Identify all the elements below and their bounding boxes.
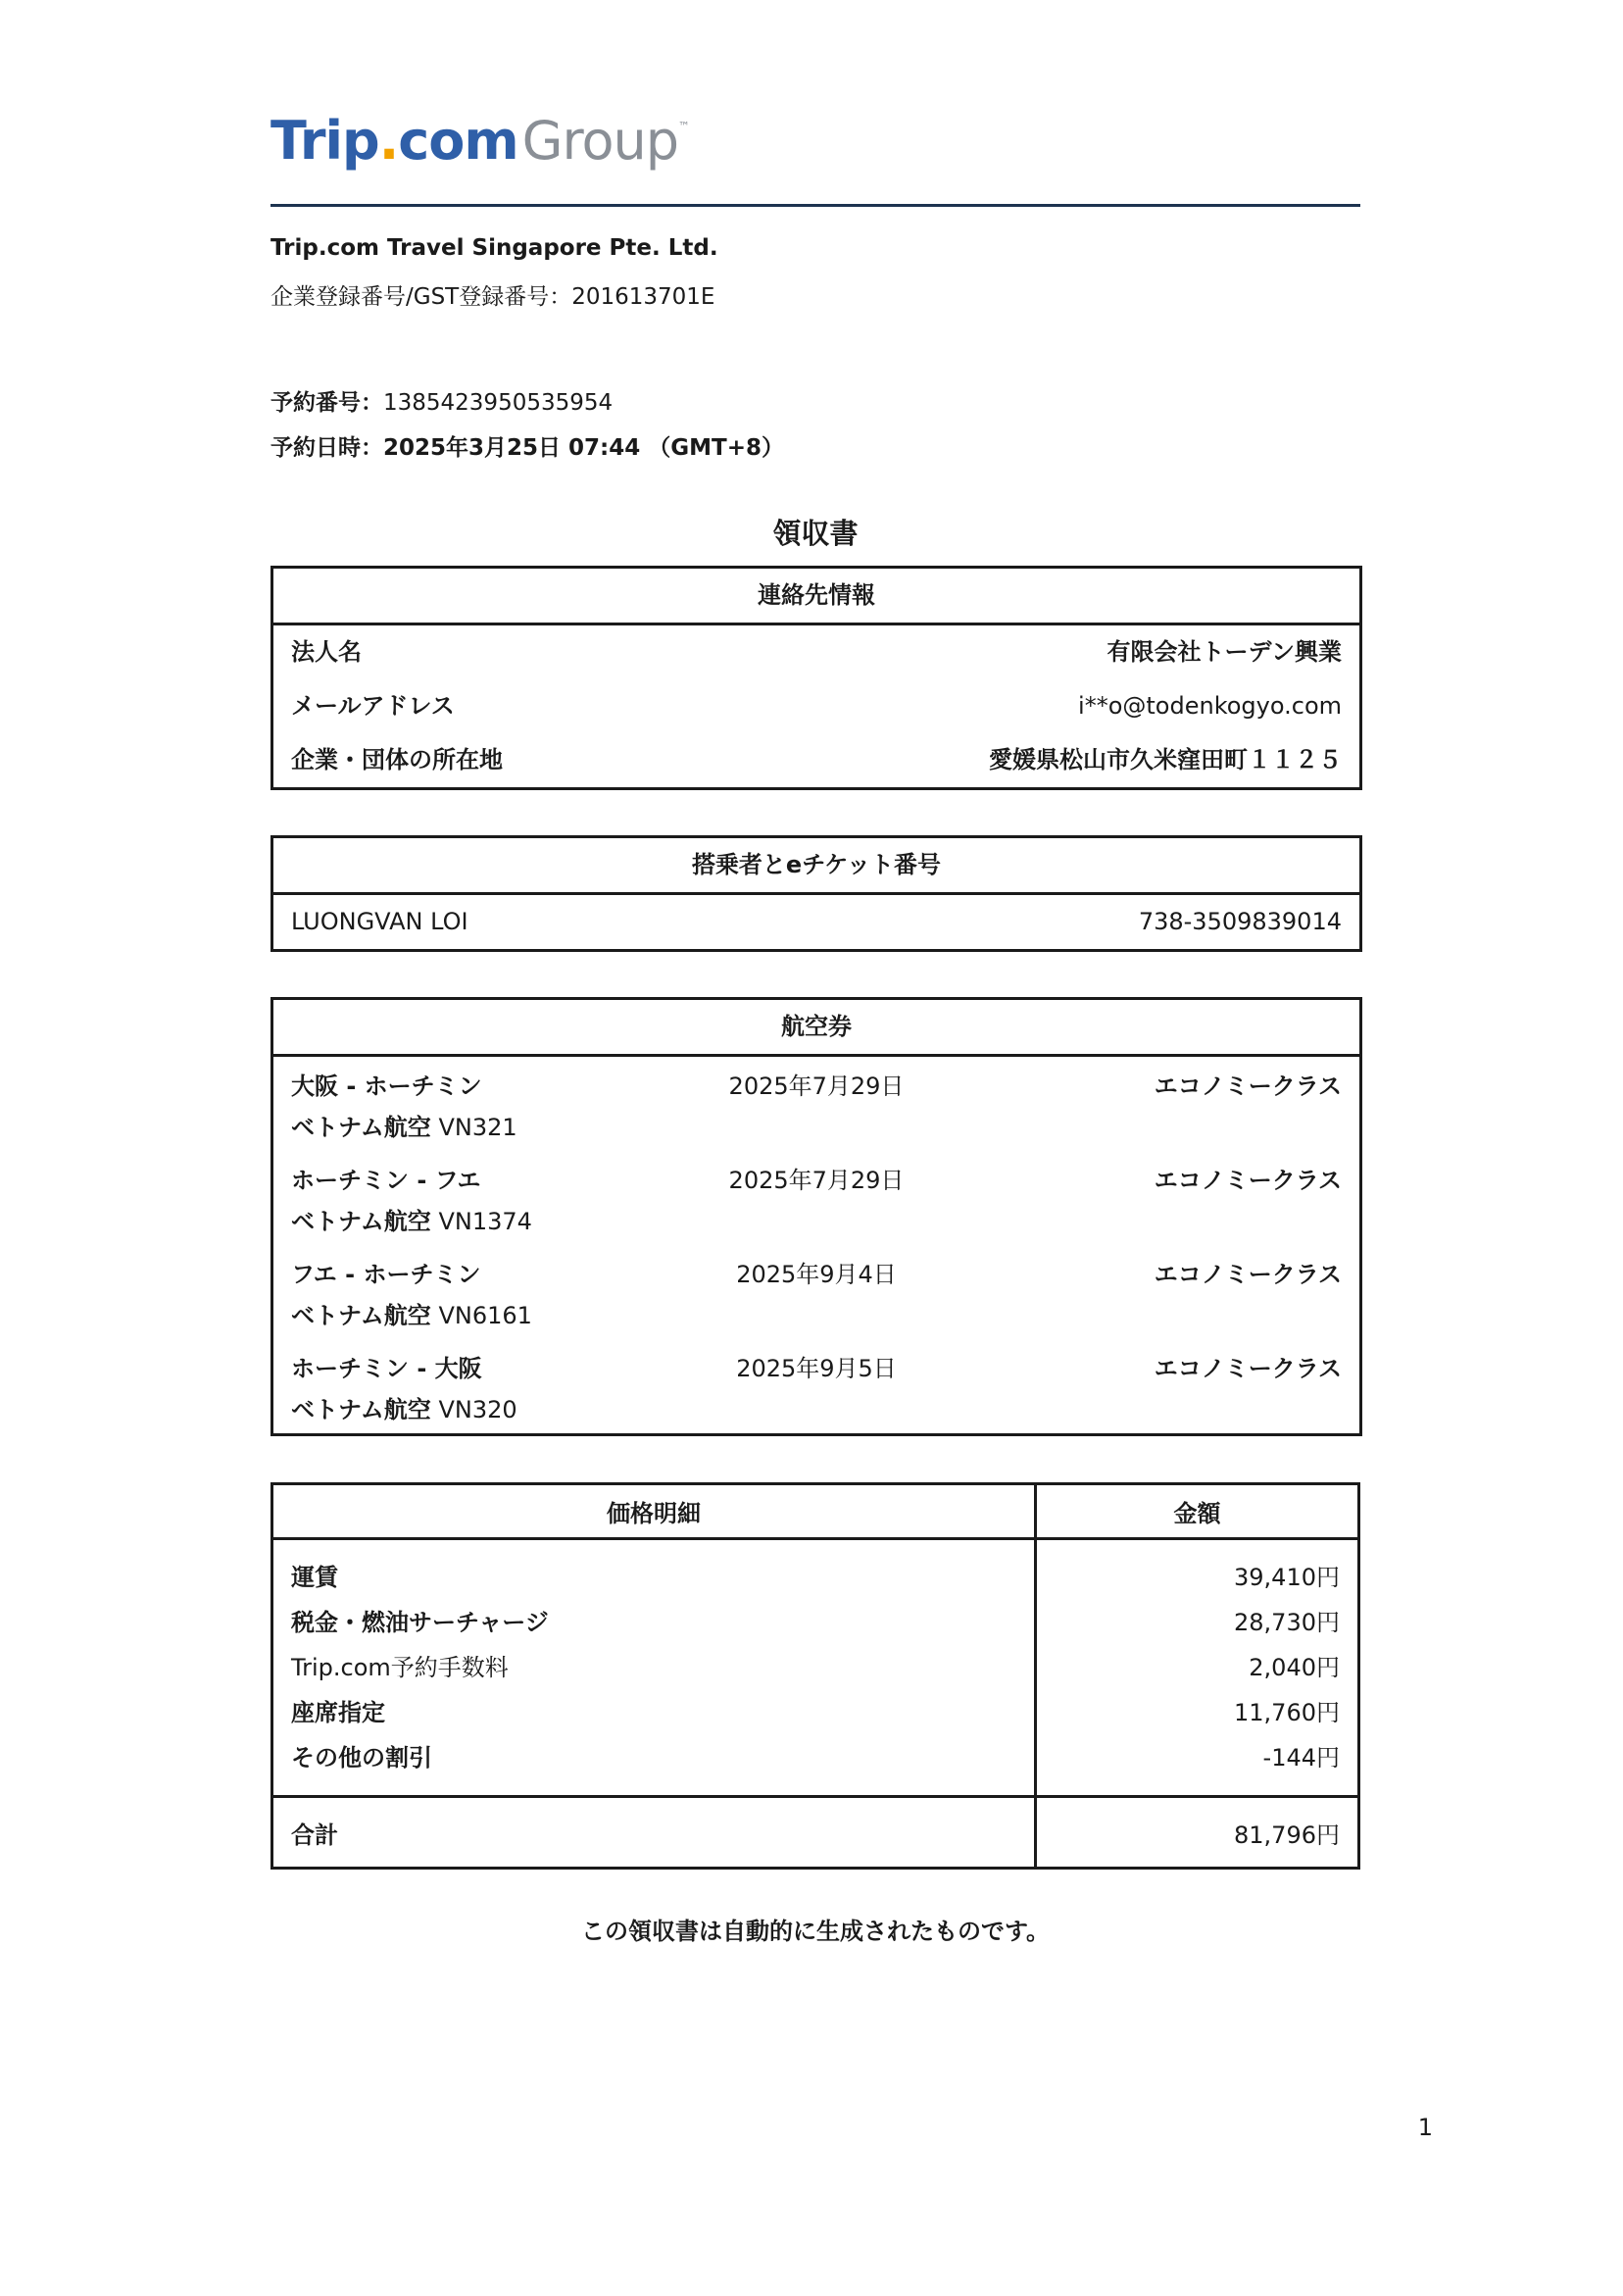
booking-datetime (270, 429, 784, 462)
booking-datetime-value: 2025年3月25日 07:44 （GMT+8） (383, 435, 784, 461)
flight-number: VN1374 (438, 1208, 532, 1235)
passenger-row (273, 895, 1359, 949)
price-item-amount: 11,760円 (1234, 1699, 1340, 1726)
contact-value: i**o@todenkogyo.com (1078, 692, 1342, 720)
price-item-label: Trip.com予約手数料 (291, 1654, 509, 1681)
logo-tm: ™ (678, 120, 690, 133)
flight-number: VN321 (438, 1114, 517, 1141)
airline-name: ベトナム航空 (291, 1396, 431, 1423)
flight-route: フエ - ホーチミン (291, 1261, 481, 1288)
price-item-label: 税金・燃油サーチャージ (291, 1609, 549, 1636)
flight-airline (291, 1390, 517, 1424)
contact-row (273, 679, 1359, 733)
contact-label: 法人名 (291, 638, 362, 666)
flight-number: VN6161 (438, 1302, 532, 1329)
flight-class: エコノミークラス (1154, 1167, 1342, 1194)
contact-row (273, 625, 1359, 679)
registration-value: 201613701E (571, 284, 715, 310)
flight-airline (291, 1296, 532, 1330)
auto-generated-note: この領収書は自動的に生成されたものです。 (580, 1918, 1051, 1945)
price-item-amount: 2,040円 (1249, 1654, 1340, 1681)
eticket-number: 738-3509839014 (1138, 908, 1342, 935)
company-registration (270, 278, 714, 311)
price-header-row (272, 1484, 1359, 1539)
flight-date: 2025年7月29日 (728, 1073, 905, 1100)
flight-date: 2025年7月29日 (728, 1167, 905, 1194)
total-label: 合計 (272, 1797, 1036, 1869)
logo-group: Group (521, 110, 679, 172)
flight-number: VN320 (438, 1396, 517, 1423)
price-amount-header: 金額 (1036, 1484, 1359, 1539)
price-amounts-cell (1036, 1539, 1359, 1797)
flight-route: 大阪 - ホーチミン (291, 1073, 482, 1100)
flight-date: 2025年9月5日 (736, 1355, 897, 1382)
price-labels-cell (272, 1539, 1036, 1797)
booking-number-value: 1385423950535954 (383, 390, 614, 416)
price-item-label: 運賃 (291, 1564, 338, 1591)
company-name: Trip.com Travel Singapore Pte. Ltd. (270, 235, 718, 261)
price-item-amount: 28,730円 (1234, 1609, 1340, 1636)
contact-row (273, 733, 1359, 787)
flight-segment (273, 1057, 1359, 1151)
price-item-label: 座席指定 (291, 1699, 385, 1726)
passenger-header: 搭乗者とeチケット番号 (273, 838, 1359, 895)
airline-name: ベトナム航空 (291, 1208, 431, 1235)
flights-box (270, 997, 1362, 1436)
flight-segment (273, 1339, 1359, 1433)
passenger-name: LUONGVAN LOI (291, 908, 468, 935)
flight-segment (273, 1245, 1359, 1339)
page-number: 1 (1417, 2114, 1433, 2141)
flight-class: エコノミークラス (1154, 1355, 1342, 1382)
contact-value: 有限会社トーデン興業 (1107, 638, 1342, 666)
booking-number (270, 384, 613, 417)
logo-com: com (398, 110, 518, 172)
registration-label: 企業登録番号/GST登録番号： (270, 284, 572, 310)
flight-airline (291, 1202, 532, 1236)
price-items-row (272, 1539, 1359, 1797)
logo-dot: . (378, 110, 399, 172)
contact-label: メールアドレス (291, 692, 455, 720)
price-detail-header: 価格明細 (272, 1484, 1036, 1539)
price-item-amount: 39,410円 (1234, 1564, 1340, 1591)
trip-com-group-logo (270, 110, 689, 172)
booking-datetime-label: 予約日時： (270, 435, 383, 461)
flight-airline (291, 1108, 517, 1142)
contact-info-header: 連絡先情報 (273, 569, 1359, 625)
flight-route: ホーチミン - フエ (291, 1167, 481, 1194)
contact-label: 企業・団体の所在地 (291, 746, 503, 774)
logo-trip: Trip (270, 110, 379, 172)
price-total-row (272, 1797, 1359, 1869)
booking-number-label: 予約番号： (270, 390, 383, 416)
flight-route: ホーチミン - 大阪 (291, 1355, 482, 1382)
total-amount: 81,796円 (1036, 1797, 1359, 1869)
price-item-label: その他の割引 (291, 1744, 432, 1772)
passenger-box (270, 835, 1362, 952)
airline-name: ベトナム航空 (291, 1302, 431, 1329)
price-table (270, 1482, 1360, 1870)
contact-info-box (270, 566, 1362, 790)
contact-value: 愛媛県松山市久米窪田町１１２５ (989, 746, 1342, 774)
airline-name: ベトナム航空 (291, 1114, 431, 1141)
flight-segment (273, 1151, 1359, 1245)
flight-date: 2025年9月4日 (736, 1261, 897, 1288)
price-item-amount: -144円 (1262, 1744, 1340, 1772)
header-divider (270, 204, 1360, 207)
receipt-title: 領収書 (772, 517, 859, 550)
flight-class: エコノミークラス (1154, 1261, 1342, 1288)
flight-class: エコノミークラス (1154, 1073, 1342, 1100)
flights-header: 航空券 (273, 1000, 1359, 1057)
